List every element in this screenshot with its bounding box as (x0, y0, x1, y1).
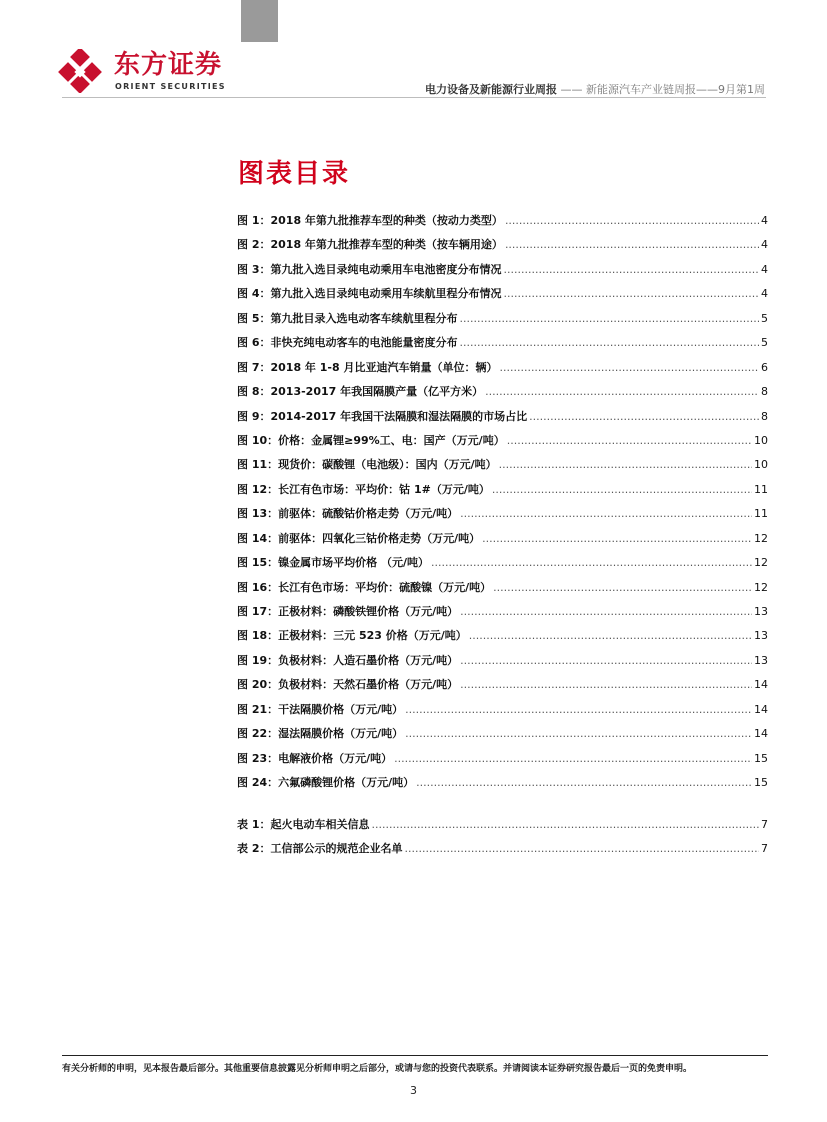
toc-entry-page[interactable]: 14 (754, 702, 768, 716)
toc-figure-entry[interactable] (237, 627, 768, 651)
toc-figure-entry[interactable] (237, 676, 768, 700)
toc-figure-entry[interactable] (237, 359, 768, 383)
toc-leader-dots (503, 263, 759, 276)
toc-entry-page[interactable]: 4 (761, 262, 768, 276)
toc-leader-dots (505, 238, 759, 251)
toc-entry-page[interactable]: 13 (754, 605, 768, 618)
toc-leader-dots (485, 385, 759, 398)
toc-entry-label[interactable]: 图 1：2018 年第九批推荐车型的种类（按动力类型） (237, 214, 503, 227)
toc-entry-label[interactable]: 图 19：负极材料：人造石墨价格（万元/吨） (237, 653, 459, 667)
report-header (425, 81, 765, 97)
toc-figure-entry[interactable] (237, 285, 768, 309)
page-number: 3 (410, 1084, 417, 1097)
toc-entry-label[interactable]: 图 18：正极材料：三元 523 价格（万元/吨） (237, 629, 467, 643)
toc-entry-page[interactable]: 11 (754, 507, 768, 521)
toc-entry-label[interactable]: 图 8：2013-2017 年我国隔膜产量（亿平方米） (237, 385, 484, 399)
header-gray-block (241, 0, 278, 42)
toc-title: 图表目录 (238, 159, 351, 189)
orient-logo-mark-icon (58, 49, 106, 93)
toc-entry-label[interactable]: 图 9：2014-2017 年我国干法隔膜和湿法隔膜的市场占比 (237, 409, 528, 423)
toc-leader-dots (482, 532, 752, 545)
toc-leader-dots (460, 678, 752, 691)
toc-entry-page[interactable]: 7 (761, 842, 768, 856)
toc-entry-label[interactable]: 图 12：长江有色市场：平均价：钴 1#（万元/吨） (237, 482, 490, 496)
toc-entry-label[interactable]: 图 6：非快充纯电动客车的电池能量密度分布 (237, 336, 458, 350)
toc-leader-dots (394, 752, 752, 765)
toc-figure-entry[interactable] (237, 725, 768, 749)
toc-figure-entry[interactable] (237, 603, 768, 627)
toc-entry-label[interactable]: 图 10：价格：金属锂≥99%工、电：国产（万元/吨） (237, 433, 505, 447)
toc-entry-page[interactable]: 12 (754, 580, 768, 594)
toc-figure-entry[interactable] (237, 408, 768, 432)
toc-entry-label[interactable]: 图 13：前驱体：硫酸钴价格走势（万元/吨） (237, 507, 459, 521)
toc-figure-entry[interactable] (237, 383, 768, 407)
toc-entry-page[interactable]: 14 (754, 678, 768, 692)
toc-figure-entry[interactable] (237, 481, 768, 505)
toc-figure-entry[interactable] (237, 212, 768, 236)
report-subtitle: 新能源汽车产业链周报——9月第1周 (586, 83, 765, 96)
toc-leader-dots (405, 727, 752, 740)
toc-entry-label[interactable]: 图 15：镍金属市场平均价格 （元/吨） (237, 556, 429, 570)
toc-entry-label[interactable]: 图 21：干法隔膜价格（万元/吨） (237, 702, 404, 716)
toc-figure-entry[interactable] (237, 530, 768, 554)
toc-figure-entry[interactable] (237, 750, 768, 774)
toc-leader-dots (459, 336, 759, 349)
toc-figure-entry[interactable] (237, 579, 768, 603)
toc-entry-label[interactable]: 图 7：2018 年 1-8 月比亚迪汽车销量（单位：辆） (237, 360, 498, 374)
toc-entry-page[interactable]: 10 (754, 433, 768, 447)
toc-leader-dots (507, 434, 752, 447)
footer-divider (62, 1055, 768, 1056)
toc-figure-entry[interactable] (237, 554, 768, 578)
toc-leader-dots (469, 629, 752, 642)
toc-entry-page[interactable]: 5 (761, 311, 768, 325)
report-series: 电力设备及新能源行业周报 (425, 83, 557, 96)
figure-list (237, 212, 768, 799)
toc-figure-entry[interactable] (237, 652, 768, 676)
header-separator: —— (560, 83, 583, 96)
logo-chinese-name: 东方证券 (114, 50, 223, 80)
table-list (237, 816, 768, 865)
toc-figure-entry[interactable] (237, 701, 768, 725)
toc-entry-label[interactable]: 图 11：现货价：碳酸锂（电池级）：国内（万元/吨） (237, 458, 497, 472)
toc-entry-label[interactable]: 图 22：湿法隔膜价格（万元/吨） (237, 727, 404, 741)
toc-leader-dots (459, 312, 759, 325)
toc-leader-dots (416, 776, 752, 789)
toc-figure-entry[interactable] (237, 236, 768, 260)
toc-figure-entry[interactable] (237, 261, 768, 285)
toc-entry-page[interactable]: 8 (761, 409, 768, 423)
toc-leader-dots (460, 507, 752, 520)
footer-disclaimer: 有关分析师的申明，见本报告最后部分。其他重要信息披露见分析师申明之后部分，或请与您的投资代表联系。并请阅读本证券研究报告最后一页的免责申明。 (62, 1064, 693, 1074)
toc-entry-page[interactable]: 15 (754, 751, 768, 765)
orient-securities-logo (58, 49, 228, 97)
toc-leader-dots (404, 842, 759, 855)
toc-entry-page[interactable]: 4 (761, 214, 768, 227)
toc-figure-entry[interactable] (237, 456, 768, 480)
toc-figure-entry[interactable] (237, 334, 768, 358)
toc-entry-label[interactable]: 图 24：六氟磷酸锂价格（万元/吨） (237, 776, 415, 790)
toc-entry-label[interactable]: 图 23：电解液价格（万元/吨） (237, 751, 393, 765)
header-divider (62, 97, 766, 98)
toc-figure-entry[interactable] (237, 432, 768, 456)
toc-leader-dots (405, 703, 752, 716)
toc-entry-page[interactable]: 5 (761, 336, 768, 350)
toc-figure-entry[interactable] (237, 774, 768, 798)
toc-entry-label[interactable]: 图 4：第九批入选目录纯电动乘用车续航里程分布情况 (237, 287, 502, 301)
toc-leader-dots (499, 361, 759, 374)
toc-entry-label[interactable]: 图 20：负极材料：天然石墨价格（万元/吨） (237, 678, 459, 692)
toc-entry-label[interactable]: 图 17：正极材料：磷酸铁锂价格（万元/吨） (237, 605, 459, 618)
toc-leader-dots (460, 654, 752, 667)
toc-entry-page[interactable]: 4 (761, 287, 768, 301)
toc-entry-page[interactable]: 11 (754, 482, 768, 496)
toc-leader-dots (493, 581, 752, 594)
toc-leader-dots (492, 483, 752, 496)
toc-entry-page[interactable]: 12 (754, 556, 768, 570)
toc-entry-page[interactable]: 13 (754, 653, 768, 667)
toc-entry-page[interactable]: 15 (754, 776, 768, 790)
toc-entry-label[interactable]: 图 5：第九批目录入选电动客车续航里程分布 (237, 311, 458, 325)
toc-leader-dots (431, 556, 752, 569)
toc-entry-page[interactable]: 14 (754, 727, 768, 741)
toc-entry-page[interactable]: 13 (754, 629, 768, 643)
toc-entry-label[interactable]: 表 1：起火电动车相关信息 (237, 818, 370, 831)
toc-entry-page[interactable]: 10 (754, 458, 768, 472)
toc-table-entry[interactable] (237, 816, 768, 840)
toc-entry-label[interactable]: 图 14：前驱体：四氧化三钴价格走势（万元/吨） (237, 531, 481, 545)
toc-leader-dots (371, 818, 759, 831)
logo-english-name: ORIENT SECURITIES (115, 82, 226, 91)
toc-entry-page[interactable]: 7 (761, 818, 768, 831)
toc-leader-dots (460, 605, 752, 618)
toc-leader-dots (499, 458, 752, 471)
toc-entry-label[interactable]: 图 2：2018 年第九批推荐车型的种类（按车辆用途） (237, 238, 503, 252)
toc-entry-label[interactable]: 图 3：第九批入选目录纯电动乘用车电池密度分布情况 (237, 262, 502, 276)
toc-leader-dots (529, 410, 759, 423)
toc-entry-label[interactable]: 表 2：工信部公示的规范企业名单 (237, 842, 403, 856)
toc-leader-dots (503, 287, 759, 300)
toc-figure-entry[interactable] (237, 310, 768, 334)
toc-table-entry[interactable] (237, 840, 768, 864)
toc-figure-entry[interactable] (237, 505, 768, 529)
toc-entry-page[interactable]: 6 (761, 360, 768, 374)
toc-entry-page[interactable]: 12 (754, 531, 768, 545)
toc-entry-page[interactable]: 8 (761, 385, 768, 399)
toc-entry-page[interactable]: 4 (761, 238, 768, 252)
toc-entry-label[interactable]: 图 16：长江有色市场：平均价：硫酸镍（万元/吨） (237, 580, 492, 594)
toc-leader-dots (505, 214, 759, 227)
